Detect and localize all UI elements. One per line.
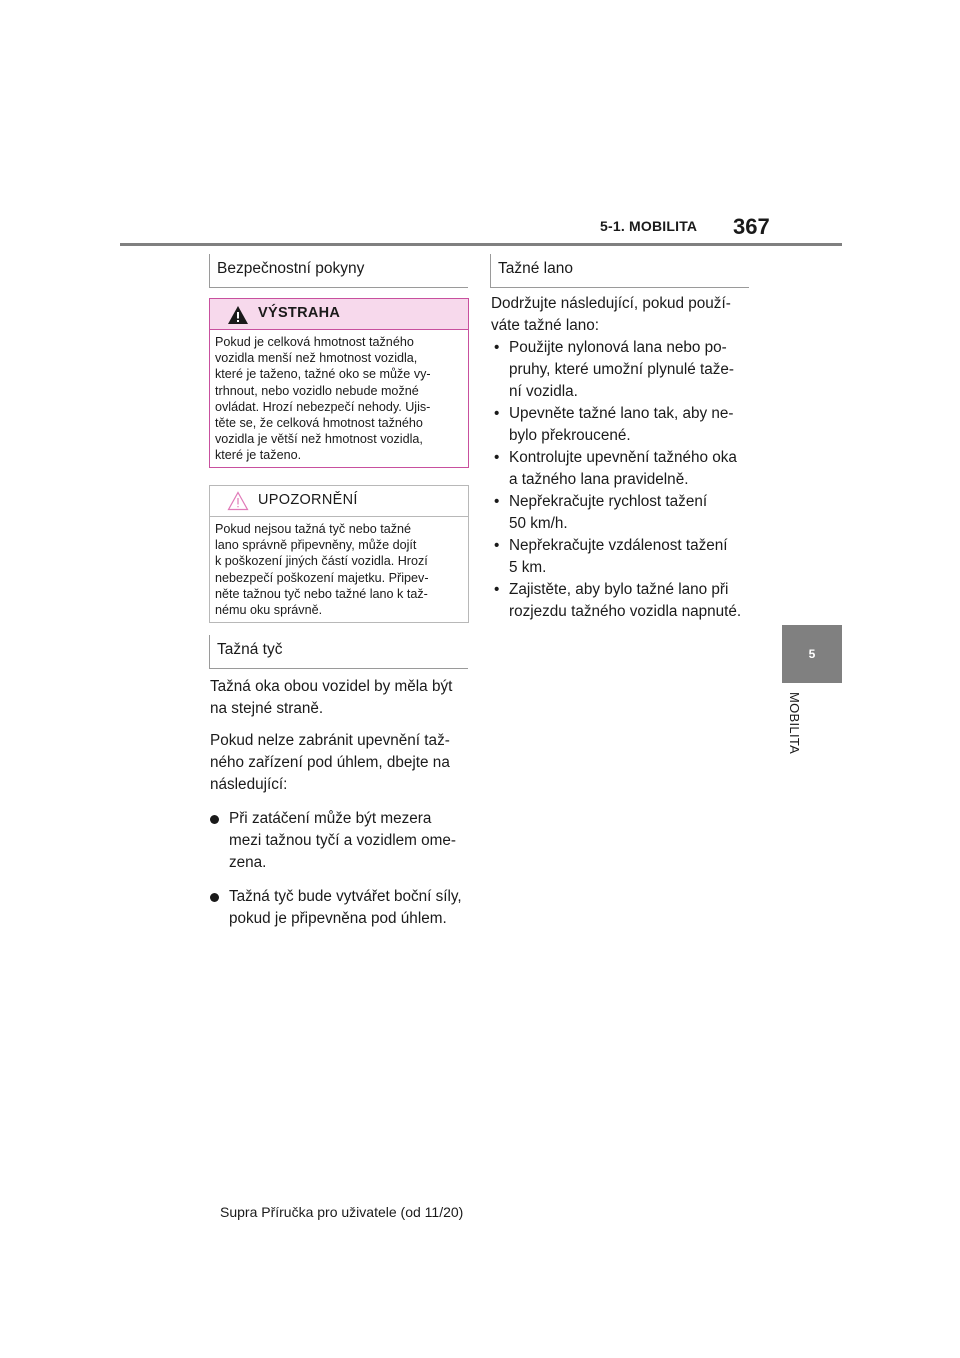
list-marker: • xyxy=(494,537,500,554)
footer-text: Supra Příručka pro uživatele (od 11/20) xyxy=(220,1204,464,1220)
list-marker: • xyxy=(494,493,500,510)
paragraph-line: na stejné straně. xyxy=(210,700,324,717)
warning-line: Pokud je celková hmotnost tažného xyxy=(215,335,414,349)
caution-line: lano správně připevněny, může dojít xyxy=(215,538,417,553)
paragraph-line: Dodržujte následující, pokud použí- xyxy=(491,295,731,312)
warning-title: VÝSTRAHA xyxy=(258,305,341,321)
caution-line: nebezpečí poškození majetku. Připev- xyxy=(215,570,429,585)
warning-line: ovládat. Hrozí nebezpečí nehody. Ujis- xyxy=(215,399,431,414)
bullet-item xyxy=(210,808,480,874)
list-item xyxy=(491,403,761,447)
list-item xyxy=(491,579,761,623)
list-line: 5 km. xyxy=(509,559,547,576)
caution-line: nému oku správně. xyxy=(215,603,323,618)
tow-bar-paragraph-2 xyxy=(210,730,480,796)
caution-title: UPOZORNĚNÍ xyxy=(258,492,358,508)
section-title: 5-1. MOBILITA xyxy=(600,218,698,234)
caution-triangle-outline-icon xyxy=(227,491,249,511)
list-item xyxy=(491,535,761,579)
warning-line: těte se, že celková hmotnost tažného xyxy=(215,416,423,431)
list-line: Upevněte tažné lano tak, aby ne- xyxy=(509,405,734,422)
chapter-label xyxy=(760,692,830,772)
bullet-item xyxy=(210,886,480,930)
caution-line: něte tažnou tyč nebo tažné lano k taž- xyxy=(215,586,428,601)
list-item xyxy=(491,447,761,491)
tow-rope-body xyxy=(491,293,761,623)
warning-triangle-filled-icon xyxy=(227,305,249,325)
warning-line: vozidla je větší než hmotnost vozidla, xyxy=(215,432,423,447)
list-line: bylo překroucené. xyxy=(509,427,631,444)
warning-text xyxy=(210,330,468,464)
caution-line: k poškození jiných částí vozidla. Hrozí xyxy=(215,554,428,569)
paragraph-line: ného zařízení pod úhlem, dbejte na xyxy=(210,754,450,771)
tow-rope-list xyxy=(491,337,761,623)
caution-box xyxy=(209,485,469,623)
list-marker: • xyxy=(494,581,500,598)
list-line: pruhy, které umožní plynulé taže- xyxy=(509,361,735,378)
list-item xyxy=(491,491,761,535)
header-rule xyxy=(120,243,842,246)
warning-box xyxy=(209,298,469,468)
warning-line: vozidla menší než hmotnost vozidla, xyxy=(215,351,418,366)
tow-rope-heading: Tažné lano xyxy=(490,254,749,288)
warning-header xyxy=(210,299,468,330)
bullet-line: zena. xyxy=(229,854,267,871)
page-number: 367 xyxy=(733,214,770,239)
list-line: Nepřekračujte rychlost tažení xyxy=(509,493,708,510)
list-line: Nepřekračujte vzdálenost tažení xyxy=(509,537,728,554)
chapter-tab: 5 xyxy=(782,625,842,683)
warning-line: které je taženo, tažné oko se může vy- xyxy=(215,367,431,382)
list-marker: • xyxy=(494,449,500,466)
paragraph-line: následující: xyxy=(210,776,288,793)
caution-text xyxy=(210,517,468,618)
safety-heading: Bezpečnostní pokyny xyxy=(209,254,468,288)
tow-rope-intro xyxy=(491,293,761,337)
list-marker: • xyxy=(494,405,500,422)
caution-header xyxy=(210,486,468,517)
list-line: Použijte nylonová lana nebo po- xyxy=(509,339,727,356)
bullet-line: Tažná tyč bude vytvářet boční síly, xyxy=(229,888,462,905)
tow-bar-heading: Tažná tyč xyxy=(209,635,468,669)
list-item xyxy=(491,337,761,403)
list-line: Zajistěte, aby bylo tažné lano při xyxy=(509,581,729,598)
bullet-line: pokud je připevněna pod úhlem. xyxy=(229,910,447,927)
bullet-line: Při zatáčení může být mezera xyxy=(229,810,432,827)
warning-line: které je taženo. xyxy=(215,448,302,463)
list-line: Kontrolujte upevnění tažného oka xyxy=(509,449,737,466)
bullet-line: mezi tažnou tyčí a vozidlem ome- xyxy=(229,832,456,849)
tow-bar-bullets xyxy=(210,808,480,930)
list-marker: • xyxy=(494,339,500,356)
chapter-label-text: MOBILITA xyxy=(787,692,802,755)
warning-line: trhnout, nebo vozidlo nebude možné xyxy=(215,383,419,398)
list-line: ní vozidla. xyxy=(509,383,578,400)
list-line: rozjezdu tažného vozidla napnuté. xyxy=(509,603,742,620)
tow-bar-paragraph-1 xyxy=(210,676,480,720)
paragraph-line: váte tažné lano: xyxy=(491,317,600,334)
bullet-dot-icon xyxy=(210,815,219,824)
paragraph-line: Pokud nelze zabránit upevnění taž- xyxy=(210,732,450,749)
bullet-dot-icon xyxy=(210,893,219,902)
paragraph-line: Tažná oka obou vozidel by měla být xyxy=(210,678,453,695)
list-line: 50 km/h. xyxy=(509,515,568,532)
caution-line: Pokud nejsou tažná tyč nebo tažné xyxy=(215,522,412,536)
list-line: a tažného lana pravidelně. xyxy=(509,471,689,488)
tow-bar-body xyxy=(210,676,480,930)
